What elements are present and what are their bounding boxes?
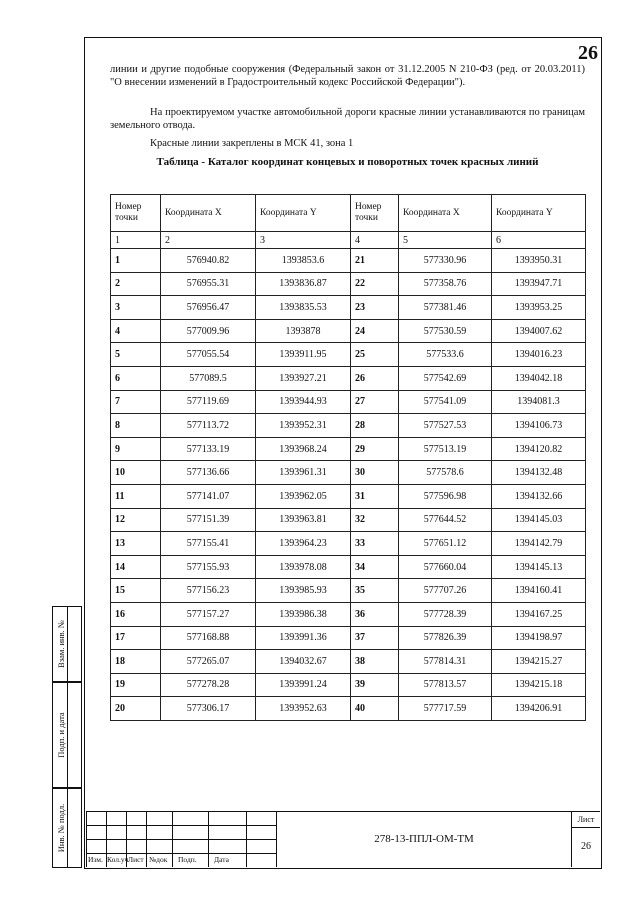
sheet-number: 26 (581, 841, 591, 852)
table-header-row (111, 195, 586, 232)
cell-coord-x: 577151.39 (161, 508, 256, 532)
cell-coord-x: 576956.47 (161, 296, 256, 320)
cell-coord-x: 577265.07 (161, 650, 256, 674)
cell-coord-y: 1394007.62 (492, 319, 586, 343)
table-row (111, 296, 586, 320)
cell-point-number: 12 (111, 508, 161, 532)
cell-coord-x: 577155.93 (161, 555, 256, 579)
cell-coord-x: 577513.19 (399, 437, 492, 461)
cell-coord-y: 1394132.48 (492, 461, 586, 485)
cell-coord-x: 577133.19 (161, 437, 256, 461)
cell-coord-y: 1394132.66 (492, 484, 586, 508)
column-number: 2 (161, 232, 256, 249)
column-number: 3 (256, 232, 351, 249)
cell-coord-y: 1394016.23 (492, 343, 586, 367)
side-stamp-replacement-inv (52, 606, 82, 682)
cell-coord-x: 577168.88 (161, 626, 256, 650)
table-row (111, 249, 586, 273)
cell-coord-y: 1393963.81 (256, 508, 351, 532)
cell-coord-y: 1393927.21 (256, 366, 351, 390)
cell-coord-y: 1393978.08 (256, 555, 351, 579)
cell-point-number: 22 (351, 272, 399, 296)
header-coord-y: Координата Y (492, 195, 586, 232)
cell-coord-y: 1394198.97 (492, 626, 586, 650)
table-row (111, 414, 586, 438)
cell-point-number: 20 (111, 697, 161, 721)
cell-coord-y: 1393835.53 (256, 296, 351, 320)
cell-coord-x: 577119.69 (161, 390, 256, 414)
cell-coord-y: 1394145.03 (492, 508, 586, 532)
cell-point-number: 24 (351, 319, 399, 343)
table-row (111, 602, 586, 626)
cell-coord-y: 1394215.27 (492, 650, 586, 674)
sheet-label: Лист (572, 815, 600, 828)
side-stamp-label: Взам. инв. № (56, 620, 66, 668)
cell-coord-y: 1393944.93 (256, 390, 351, 414)
cell-point-number: 31 (351, 484, 399, 508)
header-coord-x: Координата X (399, 195, 492, 232)
paragraph-red-lines-boundary: На проектируемом участке автомобильной дороги красные линии устанавливаются по границам земельного отвода. (110, 107, 585, 131)
cell-coord-y: 1393961.31 (256, 461, 351, 485)
title-block-col-signature: Подп. (178, 855, 197, 864)
column-number: 5 (399, 232, 492, 249)
cell-point-number: 9 (111, 437, 161, 461)
revision-grid (86, 811, 277, 867)
header-coord-x: Координата X (161, 195, 256, 232)
cell-coord-x: 577156.23 (161, 579, 256, 603)
table-row (111, 697, 586, 721)
table-row (111, 484, 586, 508)
cell-point-number: 23 (351, 296, 399, 320)
table-row (111, 343, 586, 367)
cell-coord-x: 577009.96 (161, 319, 256, 343)
cell-point-number: 6 (111, 366, 161, 390)
cell-coord-y: 1394206.91 (492, 697, 586, 721)
table-row (111, 555, 586, 579)
column-number: 1 (111, 232, 161, 249)
cell-coord-x: 577113.72 (161, 414, 256, 438)
cell-coord-y: 1393991.36 (256, 626, 351, 650)
table-row (111, 532, 586, 556)
cell-coord-x: 577542.69 (399, 366, 492, 390)
cell-point-number: 3 (111, 296, 161, 320)
side-stamp-label: Инв. № подл. (56, 803, 66, 853)
cell-coord-y: 1393952.31 (256, 414, 351, 438)
title-block-col-date: Дата (214, 855, 229, 864)
paragraph-coordinate-system: Красные линии закреплены в МСК 41, зона 1 (150, 138, 354, 149)
cell-coord-x: 576955.31 (161, 272, 256, 296)
cell-point-number: 37 (351, 626, 399, 650)
cell-coord-y: 1393911.95 (256, 343, 351, 367)
cell-coord-x: 577644.52 (399, 508, 492, 532)
cell-point-number: 33 (351, 532, 399, 556)
cell-coord-y: 1393950.31 (492, 249, 586, 273)
cell-coord-x: 577358.76 (399, 272, 492, 296)
cell-point-number: 30 (351, 461, 399, 485)
cell-coord-x: 577089.5 (161, 366, 256, 390)
cell-coord-y: 1393986.38 (256, 602, 351, 626)
title-block-col-sheet: Лист (128, 855, 144, 864)
cell-coord-x: 577527.53 (399, 414, 492, 438)
cell-point-number: 39 (351, 673, 399, 697)
cell-coord-x: 577826.39 (399, 626, 492, 650)
cell-coord-x: 577813.57 (399, 673, 492, 697)
cell-point-number: 17 (111, 626, 161, 650)
sheet-box (571, 811, 600, 867)
cell-point-number: 32 (351, 508, 399, 532)
cell-coord-y: 1394145.13 (492, 555, 586, 579)
cell-point-number: 19 (111, 673, 161, 697)
table-row (111, 626, 586, 650)
cell-coord-x: 577381.46 (399, 296, 492, 320)
cell-coord-y: 1394120.82 (492, 437, 586, 461)
cell-coord-y: 1394032.67 (256, 650, 351, 674)
cell-point-number: 36 (351, 602, 399, 626)
cell-point-number: 18 (111, 650, 161, 674)
cell-point-number: 10 (111, 461, 161, 485)
table-row (111, 272, 586, 296)
cell-coord-x: 577330.96 (399, 249, 492, 273)
table-row (111, 319, 586, 343)
cell-coord-y: 1394142.79 (492, 532, 586, 556)
cell-point-number: 13 (111, 532, 161, 556)
cell-coord-y: 1394106.73 (492, 414, 586, 438)
cell-point-number: 38 (351, 650, 399, 674)
cell-coord-y: 1393853.6 (256, 249, 351, 273)
cell-coord-y: 1393952.63 (256, 697, 351, 721)
cell-coord-x: 577578.6 (399, 461, 492, 485)
cell-coord-y: 1393968.24 (256, 437, 351, 461)
table-row (111, 673, 586, 697)
cell-coord-x: 577596.98 (399, 484, 492, 508)
cell-coord-x: 577728.39 (399, 602, 492, 626)
table-row (111, 650, 586, 674)
cell-coord-y: 1393878 (256, 319, 351, 343)
cell-point-number: 27 (351, 390, 399, 414)
column-number: 6 (492, 232, 586, 249)
cell-point-number: 2 (111, 272, 161, 296)
cell-coord-x: 577141.07 (161, 484, 256, 508)
cell-coord-x: 577660.04 (399, 555, 492, 579)
column-number: 4 (351, 232, 399, 249)
cell-coord-x: 577651.12 (399, 532, 492, 556)
cell-coord-y: 1394215.18 (492, 673, 586, 697)
header-coord-y: Координата Y (256, 195, 351, 232)
table-caption: Таблица - Каталог координат концевых и поворотных точек красных линий (156, 156, 539, 168)
header-point-number: Номер точки (351, 195, 399, 232)
cell-point-number: 8 (111, 414, 161, 438)
page-number: 26 (578, 42, 598, 64)
side-stamp-signature-date (52, 682, 82, 788)
cell-point-number: 28 (351, 414, 399, 438)
cell-coord-x: 577136.66 (161, 461, 256, 485)
cell-coord-y: 1394081.3 (492, 390, 586, 414)
cell-coord-y: 1393953.25 (492, 296, 586, 320)
title-block-col-doc: №док (149, 855, 168, 864)
cell-point-number: 11 (111, 484, 161, 508)
cell-coord-x: 577533.6 (399, 343, 492, 367)
cell-point-number: 1 (111, 249, 161, 273)
cell-point-number: 14 (111, 555, 161, 579)
cell-coord-y: 1393991.24 (256, 673, 351, 697)
cell-coord-x: 576940.82 (161, 249, 256, 273)
cell-coord-x: 577055.54 (161, 343, 256, 367)
cell-point-number: 21 (351, 249, 399, 273)
cell-coord-y: 1394160.41 (492, 579, 586, 603)
cell-point-number: 29 (351, 437, 399, 461)
coordinates-table (110, 194, 586, 721)
column-number-row (111, 232, 586, 249)
cell-coord-x: 577278.28 (161, 673, 256, 697)
cell-point-number: 7 (111, 390, 161, 414)
document-code: 278-13-ППЛ-ОМ-ТМ (374, 833, 474, 845)
cell-point-number: 4 (111, 319, 161, 343)
table-row (111, 390, 586, 414)
cell-coord-x: 577530.59 (399, 319, 492, 343)
table-row (111, 508, 586, 532)
side-stamp-label: Подп. и дата (56, 712, 66, 758)
side-stamp-original-inv (52, 788, 82, 868)
table-row (111, 461, 586, 485)
cell-coord-y: 1394042.18 (492, 366, 586, 390)
table-row (111, 437, 586, 461)
cell-point-number: 15 (111, 579, 161, 603)
cell-point-number: 35 (351, 579, 399, 603)
cell-point-number: 40 (351, 697, 399, 721)
cell-coord-x: 577707.26 (399, 579, 492, 603)
title-block-col-change: Изм. (88, 855, 103, 864)
cell-coord-x: 577717.59 (399, 697, 492, 721)
header-point-number: Номер точки (111, 195, 161, 232)
cell-coord-y: 1393836.87 (256, 272, 351, 296)
title-block-col-count: Кол.уч (107, 855, 129, 864)
cell-coord-x: 577155.41 (161, 532, 256, 556)
cell-point-number: 34 (351, 555, 399, 579)
cell-point-number: 16 (111, 602, 161, 626)
cell-coord-y: 1393962.05 (256, 484, 351, 508)
title-block (86, 811, 600, 867)
cell-point-number: 26 (351, 366, 399, 390)
cell-point-number: 25 (351, 343, 399, 367)
cell-point-number: 5 (111, 343, 161, 367)
cell-coord-y: 1393985.93 (256, 579, 351, 603)
paragraph-legal-reference: линии и другие подобные сооружения (Федеральный закон от 31.12.2005 N 210-ФЗ (ред. от 20.03.2011) "О внесении изменений в Градостроительный кодекс Российской Федерации"). (110, 64, 585, 88)
table-row (111, 366, 586, 390)
cell-coord-x: 577814.31 (399, 650, 492, 674)
cell-coord-y: 1394167.25 (492, 602, 586, 626)
cell-coord-x: 577306.17 (161, 697, 256, 721)
cell-coord-x: 577541.09 (399, 390, 492, 414)
cell-coord-x: 577157.27 (161, 602, 256, 626)
cell-coord-y: 1393947.71 (492, 272, 586, 296)
table-row (111, 579, 586, 603)
cell-coord-y: 1393964.23 (256, 532, 351, 556)
